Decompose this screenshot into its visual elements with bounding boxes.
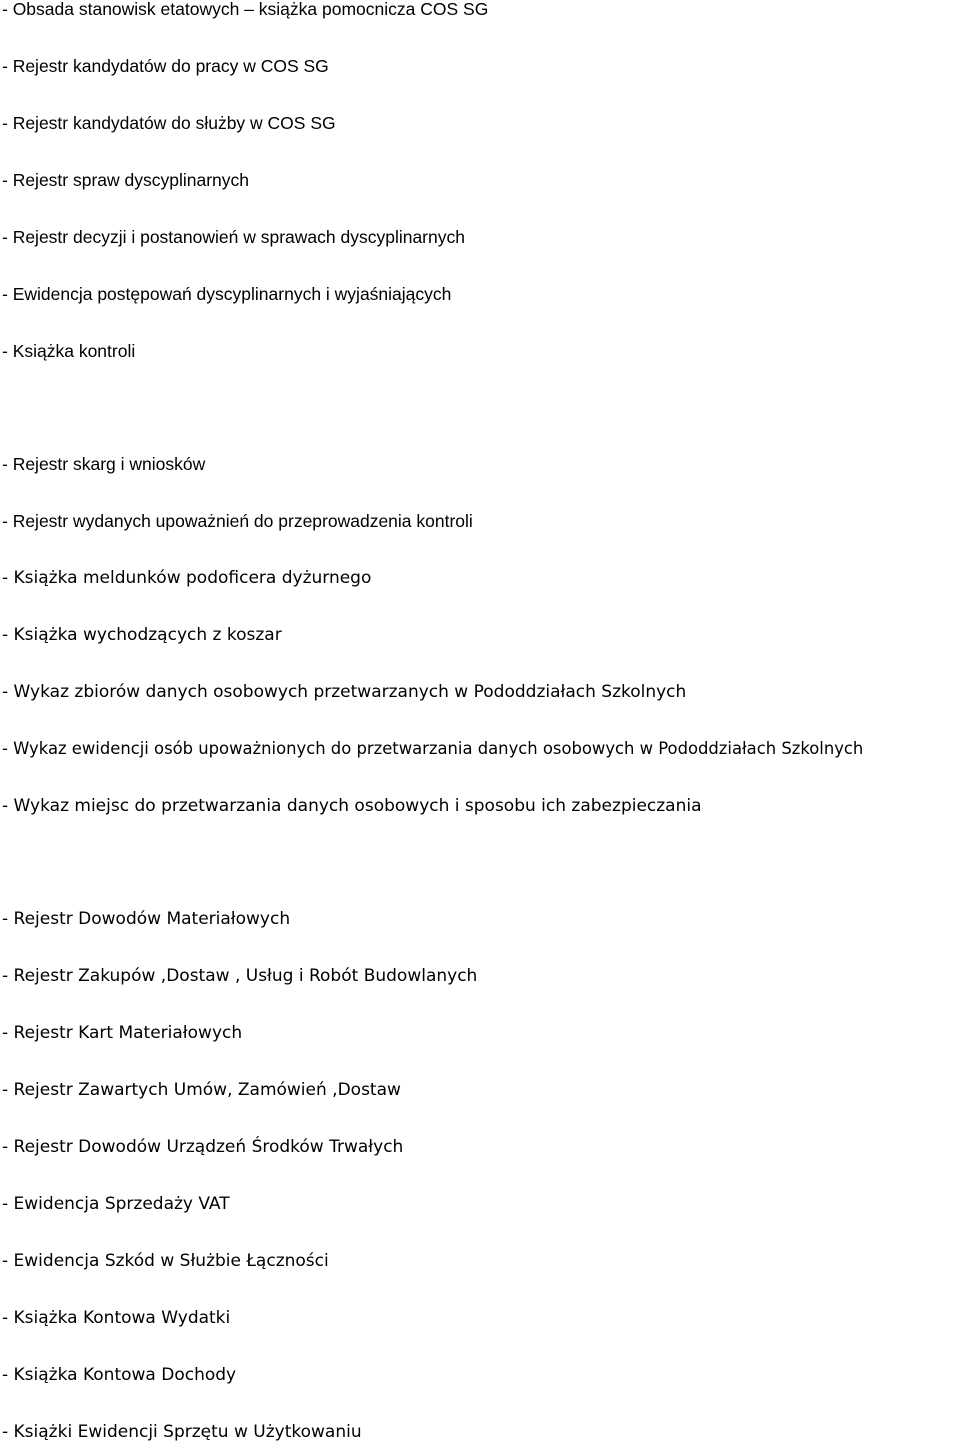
list-item: - Wykaz miejsc do przetwarzania danych osobowych i sposobu ich zabezpieczania	[2, 796, 702, 816]
list-item: - Ewidencja postępowań dyscyplinarnych i wyjaśniających	[2, 284, 452, 304]
list-item: - Rejestr kandydatów do pracy w COS SG	[2, 56, 329, 76]
list-item: - Rejestr spraw dyscyplinarnych	[2, 170, 250, 190]
list-item: - Wykaz ewidencji osób upoważnionych do przetwarzania danych osobowych w Pododdziałach Szkolnych	[2, 739, 864, 758]
list-item: - Książka wychodzących z koszar	[2, 625, 282, 645]
list-item: - Obsada stanowisk etatowych – książka pomocnicza COS SG	[2, 0, 489, 19]
list-item: - Ewidencja Sprzedaży VAT	[2, 1194, 230, 1214]
list-item: - Rejestr wydanych upoważnień do przeprowadzenia kontroli	[2, 511, 473, 531]
list-item: - Rejestr Dowodów Materiałowych	[2, 909, 291, 929]
list-item: - Rejestr skarg i wniosków	[2, 454, 206, 474]
list-item: - Książka Kontowa Dochody	[2, 1365, 237, 1385]
list-item: - Wykaz zbiorów danych osobowych przetwarzanych w Pododdziałach Szkolnych	[2, 682, 687, 702]
list-item: - Rejestr Dowodów Urządzeń Środków Trwałych	[2, 1137, 404, 1157]
list-item: - Książka meldunków podoficera dyżurnego	[2, 568, 372, 588]
list-item: - Książka kontroli	[2, 341, 136, 361]
list-item: - Rejestr Zawartych Umów, Zamówień ,Dostaw	[2, 1080, 401, 1100]
list-item: - Książki Ewidencji Sprzętu w Użytkowaniu	[2, 1422, 362, 1442]
list-item: - Ewidencja Szkód w Służbie Łączności	[2, 1251, 329, 1271]
list-item: - Rejestr Zakupów ,Dostaw , Usług i Robót Budowlanych	[2, 966, 478, 986]
list-item: - Rejestr kandydatów do służby w COS SG	[2, 113, 336, 133]
list-item: - Rejestr Kart Materiałowych	[2, 1023, 243, 1043]
list-item: - Książka Kontowa Wydatki	[2, 1308, 231, 1328]
list-item: - Rejestr decyzji i postanowień w sprawach dyscyplinarnych	[2, 227, 465, 247]
